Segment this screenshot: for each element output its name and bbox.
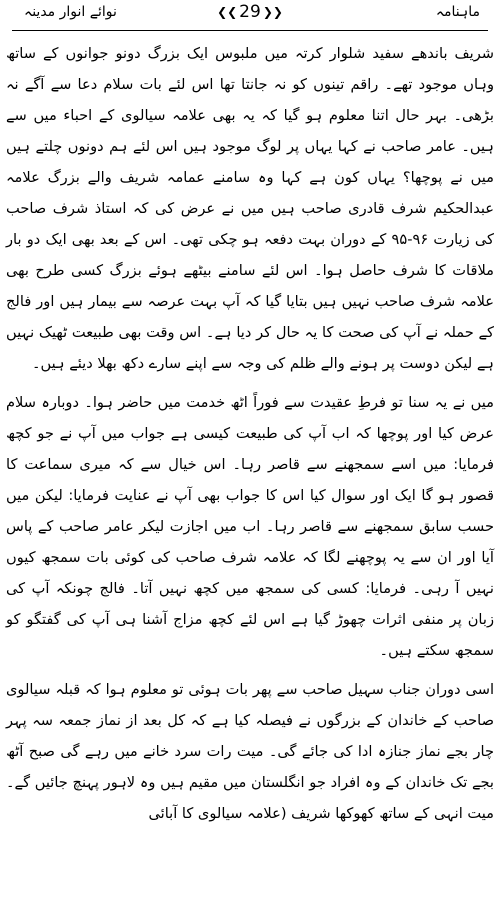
page-number-ornament [217, 2, 283, 22]
paragraph-3: اسی دوران جناب سہیل صاحب سے پھر بات ہوئی تو معلوم ہوا کہ قبلہ سیالوی صاحب کے خاندان کے بزرگوں نے فیصلہ کیا ہے کہ کل بعد از نماز جمعہ سہ پہر چار بجے نماز جنازہ ادا کی جائے گی۔ میت رات سرد خانے میں رہے گی صبح آٹھ بجے تک خاندان کے وہ افراد جو انگلستان میں مقیم ہیں وہ لاہور پہنچ جائیں گے۔ میت انہی کے ساتھ کھوکھا شریف (علامہ سیالوی کا آبائی [6, 681, 494, 822]
ornament-right-icon: ❯❯ [262, 5, 283, 19]
page-header [6, 0, 494, 34]
paragraph-1: شریف باندھے سفید شلوار کرتہ میں ملبوس ایک بزرگ دونو جوانوں کے ساتھ وہاں موجود تھے۔ راقم تینوں کو نہ جانتا تھا اس لئے بات سلام دعا سے آگے نہ بڑھی۔ بہر حال اتنا معلوم ہو گیا کہ یہ بھی علامہ سیالوی کے احباء میں سے ہیں۔ عامر صاحب نے کہا یہاں پر لوگ موجود ہیں اس لئے ہم دونوں چلتے ہیں میں نے پوچھا؟ یہاں کون ہے کہا وہ سامنے عمامہ شریف والے بزرگ علامہ عبدالحکیم شرف قادری صاحب ہیں میں نے عرض کی کہ استاذ شرف صاحب کی زیارت ۹۶-۹۵ کے دوران بہت دفعہ ہو چکی تھی۔ اس کے بعد بھی ایک دو بار ملاقات کا شرف حاصل ہوا۔ اس لئے سامنے بیٹھے ہوئے بزرگ کسی طرح بھی علامہ شرف صاحب نہیں ہیں بتایا گیا کہ آپ بہت عرصہ سے بیمار ہیں اور فالج کے حملہ نے آپ کی صحت کا یہ حال کر دیا ہے۔ اس وقت بھی طبیعت ٹھیک نہیں ہے لیکن دوست پر ہونے والے ظلم کی وجہ سے اپنے سارے دکھ بھلا دیئے ہیں۔ [6, 45, 494, 372]
magazine-type: ماہنامہ [435, 4, 480, 20]
paragraph-2: میں نے یہ سنا تو فرطِ عقیدت سے فوراً اٹھ خدمت میں حاضر ہوا۔ دوبارہ سلام عرض کیا اور پوچھا کہ اب آپ کی طبیعت کیسی ہے جواب میں آپ نے جو کچھ فرمایا: میں اسے سمجھنے سے قاصر رہا۔ اس خیال سے کہ میری سماعت کا قصور ہو گا ایک اور سوال کیا اس کا جواب بھی آپ نے عنایت فرمایا: لیکن میں حسب سابق سمجھنے سے قاصر رہا۔ اب میں اجازت لیکر عامر صاحب کے پاس آیا اور ان سے یہ پوچھنے لگا کہ علامہ شرف صاحب کی کوئی بات سمجھ کیوں نہیں آ رہی۔ فرمایا: کسی کی سمجھ میں کچھ نہیں آتا۔ فالج چونکہ آپ کی زبان پر منفی اثرات چھوڑ گیا ہے اس لئے کچھ مزاج آشنا ہی آپ کی گفتگو کو سمجھ سکتے ہیں۔ [6, 394, 494, 659]
page-number: 29 [239, 2, 261, 22]
article-body [6, 38, 494, 829]
header-rule [12, 30, 488, 31]
magazine-name: نوائے انوار مدینہ [24, 4, 117, 20]
ornament-left-icon: ❮❮ [217, 5, 238, 19]
